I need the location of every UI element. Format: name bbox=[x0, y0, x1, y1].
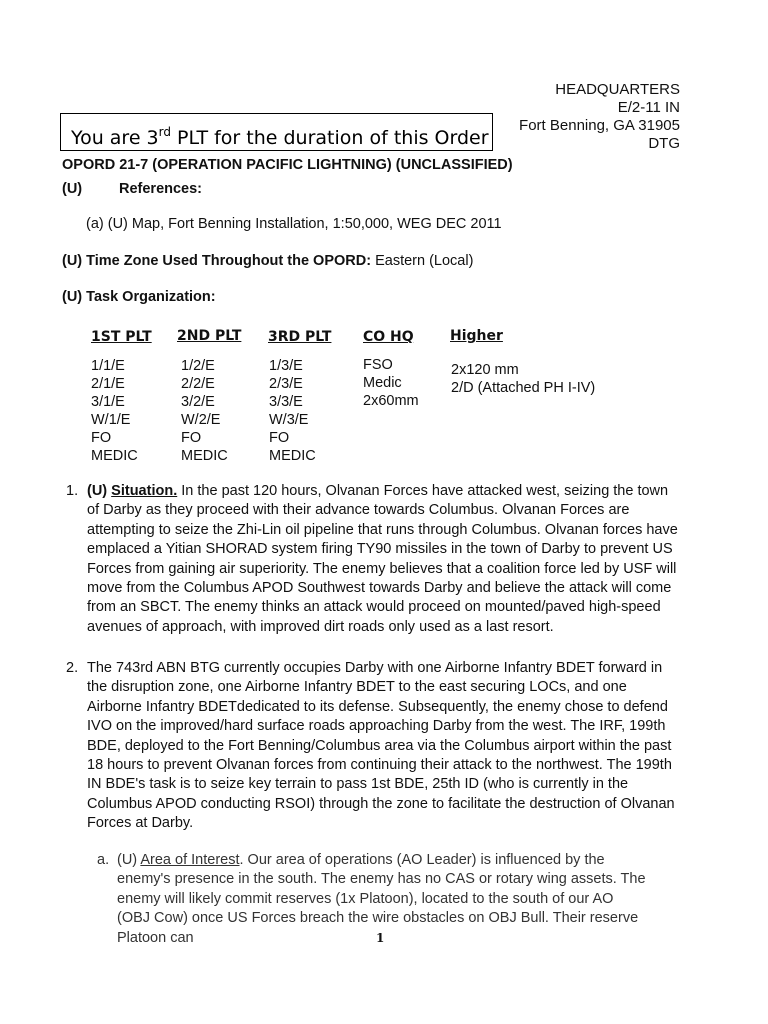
task-org-cell: MEDIC bbox=[91, 448, 138, 464]
hq-line-4: DTG bbox=[648, 135, 680, 152]
task-org-cell: 2/2/E bbox=[181, 376, 215, 392]
task-org-cell: W/1/E bbox=[91, 412, 131, 428]
task-org-cell: Medic bbox=[363, 375, 402, 391]
task-org-column-3rd-plt bbox=[269, 357, 316, 465]
time-zone-line bbox=[62, 253, 473, 269]
task-org-label: (U) Task Organization: bbox=[62, 289, 216, 305]
banner-text-sup: rd bbox=[158, 125, 171, 139]
task-org-cell: FO bbox=[181, 430, 202, 446]
task-org-cell: 2/1/E bbox=[91, 376, 125, 392]
banner-text-pre: You are 3 bbox=[71, 127, 159, 149]
hq-line-1: HEADQUARTERS bbox=[555, 81, 680, 98]
hq-line-3: Fort Benning, GA 31905 bbox=[519, 117, 680, 134]
col-head-1st-plt: 1ST PLT bbox=[91, 329, 152, 345]
col-head-co-hq: CO HQ bbox=[363, 329, 414, 345]
area-of-interest-text: . Our area of operations (AO Leader) is influenced by the enemy's presence in the south. The enemy has no CAS or rotary wing assets. The enemy will likely commit reserves (1x Platoon), located to the south of our AO (OBJ Cow) once US Forces breach the wire obstacles on OBJ Bull. Their reserve Platoon can bbox=[117, 852, 646, 946]
time-zone-value: Eastern (Local) bbox=[371, 253, 474, 269]
task-org-cell: MEDIC bbox=[181, 448, 228, 464]
reference-item: (a) (U) Map, Fort Benning Installation, 1:50,000, WEG DEC 2011 bbox=[86, 216, 502, 232]
task-org-cell: 3/1/E bbox=[91, 394, 125, 410]
task-org-cell: 3/3/E bbox=[269, 394, 303, 410]
time-zone-label: (U) Time Zone Used Throughout the OPORD: bbox=[62, 253, 372, 269]
subparagraph-letter: a. bbox=[97, 852, 110, 868]
task-org-cell: 2/3/E bbox=[269, 376, 303, 392]
task-org-cell: 1/2/E bbox=[181, 358, 215, 374]
hq-line-2: E/2-11 IN bbox=[617, 99, 680, 116]
col-head-higher: Higher bbox=[450, 328, 503, 344]
task-org-cell: W/3/E bbox=[269, 412, 309, 428]
task-org-cell: 1/1/E bbox=[91, 358, 125, 374]
task-org-column-higher bbox=[451, 361, 595, 397]
area-of-interest-u: (U) bbox=[117, 852, 141, 868]
task-org-column-2nd-plt bbox=[181, 357, 228, 465]
task-org-cell: FO bbox=[91, 430, 112, 446]
col-head-3rd-plt: 3RD PLT bbox=[268, 329, 332, 345]
task-org-column-co-hq bbox=[363, 356, 419, 410]
task-org-cell: MEDIC bbox=[269, 448, 316, 464]
paragraph-number: 1. bbox=[66, 483, 79, 499]
task-org-column-1st-plt bbox=[91, 357, 138, 465]
task-org-cell: 1/3/E bbox=[269, 358, 303, 374]
area-of-interest-heading: Area of Interest bbox=[140, 852, 240, 868]
situation-heading: Situation. bbox=[111, 483, 178, 499]
task-org-cell: 2x60mm bbox=[363, 393, 419, 409]
task-org-cell: FO bbox=[269, 430, 290, 446]
page-number: 1 bbox=[376, 931, 385, 945]
enemy-paragraph bbox=[66, 659, 679, 834]
banner-text-post: PLT for the duration of this Order bbox=[171, 127, 489, 149]
task-org-cell: FSO bbox=[363, 357, 393, 373]
situation-paragraph bbox=[66, 482, 679, 637]
paragraph-number: 2. bbox=[66, 660, 79, 676]
task-org-cell: W/2/E bbox=[181, 412, 221, 428]
enemy-text: The 743rd ABN BTG currently occupies Darby with one Airborne Infantry BDET forward in the disruption zone, one Airborne Infantry BDET to the east securing LOCs, and one Airborne Infantry BDETdedicated to its defense. Subsequently, the enemy chose to defend IVO on the improved/hard surface roads approaching Darby from the west. The IRF, 199th BDE, deployed to the Fort Benning/Columbus area via the Columbus airport within the past 18 hours to prevent Olvanan forces from continuing their attack to the northwest. The 199th IN BDE's task is to seize key terrain to pass 1st BDE, 25th ID (who is currently in the Columbus APOD conducting RSOI) through the zone to facilitate the destruction of Olvanan Forces at Darby. bbox=[87, 660, 675, 832]
task-org-cell: 2x120 mm bbox=[451, 362, 519, 378]
references-u: (U) bbox=[62, 181, 83, 197]
task-org-cell: 2/D (Attached PH I-IV) bbox=[451, 380, 596, 396]
opord-title: OPORD 21-7 (OPERATION PACIFIC LIGHTNING) (UNCLASSIFIED) bbox=[62, 157, 513, 173]
col-head-2nd-plt: 2ND PLT bbox=[177, 328, 242, 344]
task-org-cell: 3/2/E bbox=[181, 394, 215, 410]
situation-u: (U) bbox=[87, 483, 112, 499]
situation-text: In the past 120 hours, Olvanan Forces have attacked west, seizing the town of Darby as they proceed with their advance towards Columbus. Olvanan Forces are attempting to seize the Zhi-Lin oil pipeline that runs through Columbus. Olvanan forces have emplaced a Yitian SHORAD system firing TY90 missiles in the town of Darby to prevent US Forces from gaining air superiority. The enemy believes that a coalition force led by USF will move from the Columbus APOD Southwest towards Darby and believe the attack will come from an SBCT. The enemy thinks an attack would proceed on mounted/paved high-speed avenues of approach, with improved dirt roads only used as a last resort. bbox=[87, 483, 678, 635]
references-label: References: bbox=[119, 181, 203, 197]
platoon-banner bbox=[60, 113, 493, 151]
